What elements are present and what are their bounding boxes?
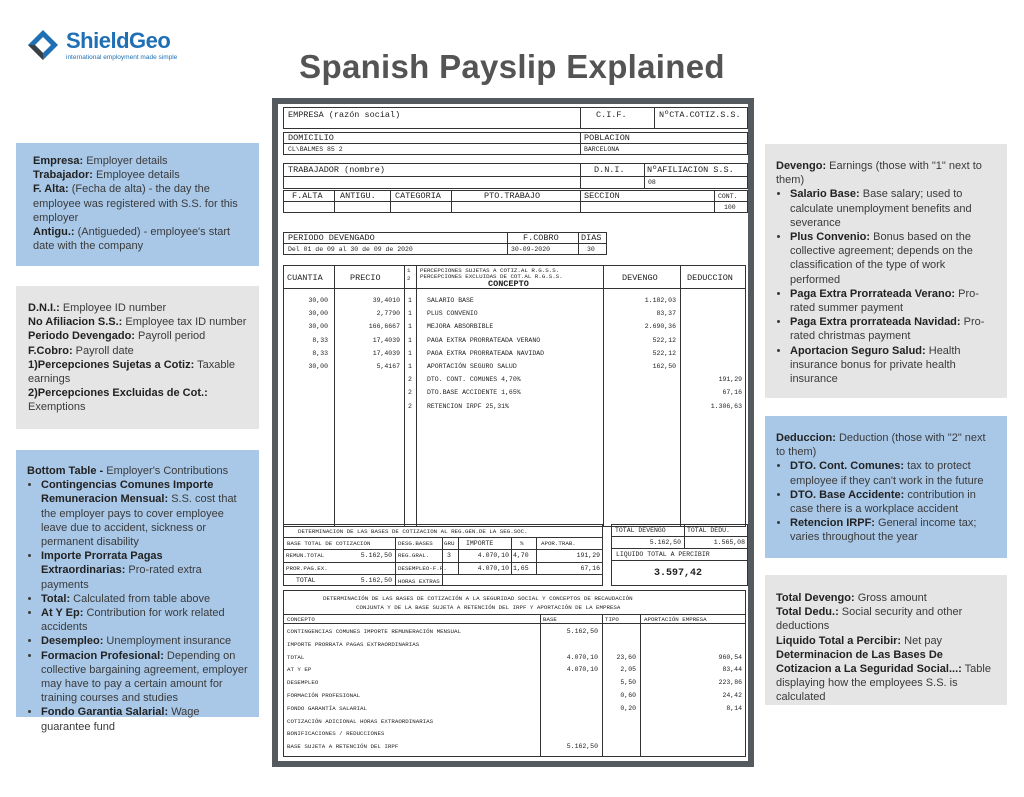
bottom-row-tipo: 5,50	[620, 679, 636, 687]
right-panel-totals	[765, 575, 1007, 705]
reg-gral-gru: 3	[447, 552, 451, 559]
row-concepto: APORTACIÓN SEGURO SALUD	[427, 363, 517, 370]
panel-heading-desc: Deduction (those with "2" next to them)	[776, 432, 986, 459]
precio-header: PRECIO	[350, 273, 381, 283]
reg-gral-apor: 191,29	[576, 552, 600, 559]
panel-desc: Calculated from table above	[70, 592, 211, 605]
row-cuantia: 30,00	[308, 310, 328, 318]
payslip-document	[278, 104, 748, 761]
pror-pag-label: PROR.PAG.EX.	[286, 565, 328, 572]
cont-label: CONT.	[718, 193, 738, 200]
remun-total-label: REMUN.TOTAL	[286, 552, 325, 559]
panel-term: Paga Extra Prorrateada Verano:	[790, 287, 956, 300]
ncta-label: NºCTA.COTIZ.S.S.	[659, 110, 741, 120]
gru-label: GRU	[444, 540, 455, 547]
base-total-label: BASE TOTAL DE COTIZACION	[287, 540, 371, 547]
panel-term: Plus Convenio:	[790, 231, 871, 244]
panel-term: Formacion Profesional:	[41, 649, 164, 662]
panel-line	[33, 154, 248, 168]
bottom-row-tipo: 0,60	[620, 692, 636, 699]
panel-line	[33, 225, 248, 253]
num-header-1: 1	[407, 267, 411, 274]
bottom-row-aport: 24,42	[722, 692, 742, 699]
bottom-row-aport: 8,14	[726, 704, 742, 712]
deduccion-header: DEDUCCION	[687, 273, 733, 283]
panel-desc: Payroll date	[72, 344, 134, 357]
panel-desc: Wage guarantee fund	[41, 706, 200, 733]
bottom-base-header: BASE	[543, 616, 557, 623]
row-cuantia: 8,33	[312, 336, 328, 344]
panel-bullet-item	[790, 344, 996, 387]
panel-bullet-list	[41, 478, 248, 734]
horas-extras-label: HORAS EXTRAS	[398, 578, 440, 585]
panel-line	[28, 344, 248, 358]
panel-line	[28, 386, 248, 414]
desempleo-pct: 1,65	[513, 565, 529, 572]
panel-heading	[776, 431, 996, 459]
panel-line	[28, 315, 248, 329]
total-dedu-label: TOTAL DEDU.	[687, 527, 730, 534]
panel-term: Total Devengo:	[776, 592, 855, 604]
bottom-row-concepto: DESEMPLEO	[287, 679, 319, 687]
bottom-row-concepto: AT Y EP	[287, 666, 312, 674]
bottom-row-concepto: FONDO GARANTÍA SALARIAL	[287, 704, 368, 712]
panel-bullet-item	[790, 187, 996, 230]
panel-bullet-item	[41, 549, 248, 592]
row-concepto: DTO.BASE ACCIDENTE 1,65%	[427, 389, 521, 397]
row-type-number: 2	[408, 402, 412, 410]
row-type-number: 1	[408, 363, 412, 370]
bottom-row-concepto: IMPORTE PRORRATA PAGAS EXTRAORDINARIAS	[287, 640, 420, 648]
bottom-row-concepto: FORMACIÓN PROFESIONAL	[287, 692, 361, 699]
bottom-title-2: CONJUNTA Y DE LA BASE SUJETA A RETENCIÓN DEL IRPF Y APORTACIÓN DE LA EMPRESA	[356, 604, 621, 611]
panel-desc: Contribution for work related accidents	[41, 607, 225, 634]
bottom-row-tipo: 0,20	[620, 704, 636, 712]
panel-desc: Unemployment insurance	[103, 635, 232, 648]
panel-heading-term: Bottom Table -	[27, 465, 104, 477]
payslip-frame	[272, 98, 754, 767]
row-precio: 39,4010	[372, 297, 400, 304]
categoria-label: CATEGORIA	[395, 191, 441, 201]
bottom-row-aport: 83,44	[722, 666, 742, 674]
panel-line	[776, 591, 996, 605]
panel-desc: Pro-rated extra payments	[41, 564, 202, 591]
liquido-label: LIQUIDO TOTAL A PERCIBIR	[616, 551, 710, 558]
panel-bullet-item	[790, 315, 996, 343]
row-devengo: 522,12	[652, 349, 676, 357]
nafil-value: 08	[648, 179, 656, 186]
dni-label: D.N.I.	[594, 165, 625, 175]
panel-desc: Social security and other deductions	[776, 606, 963, 633]
domicilio-label: DOMICILIO	[288, 133, 334, 143]
left-panel-employee	[16, 286, 259, 429]
panel-bullet-list	[790, 459, 996, 544]
row-type-number: 1	[408, 297, 412, 304]
panel-desc: Net pay	[901, 634, 943, 647]
panel-desc: Depending on collective bargaining agreement, employer may have to pay a certain amount for training courses and studies	[41, 649, 248, 705]
bottom-row-concepto: CONTINGENCIAS COMUNES IMPORTE REMUNERACIÓN MENSUAL	[287, 628, 461, 635]
num-header-2: 2	[407, 275, 411, 282]
row-devengo: 2.690,36	[644, 323, 676, 331]
panel-heading	[27, 464, 248, 478]
pto-trabajo-label: PTO.TRABAJO	[484, 191, 541, 201]
cif-label: C.I.F.	[596, 110, 627, 120]
total-devengo-value: 5.162,50	[649, 539, 681, 546]
bottom-concepto-header: CONCEPTO	[287, 616, 315, 623]
panel-term: Antigu.:	[33, 226, 75, 239]
panel-term: 1)Percepciones Sujetas a Cotiz:	[28, 358, 195, 371]
panel-desc: S.S. cost that the employer pays to cover employee leave due to accident, sickness or permanent disability	[41, 493, 237, 549]
panel-desc: Exemptions	[28, 401, 86, 414]
pct-label: %	[520, 540, 524, 547]
panel-line	[776, 648, 996, 705]
fcobro-label: F.COBRO	[523, 233, 559, 243]
panel-term: Contingencias Comunes Importe Remuneracion Mensual:	[41, 479, 214, 506]
row-concepto: SALARIO BASE	[427, 297, 474, 304]
row-type-number: 1	[408, 310, 412, 318]
bottom-row-base: 4.070,10	[566, 666, 598, 674]
panel-desc: tax to protect employee if they can't work in the future	[790, 460, 984, 487]
empresa-label: EMPRESA (razón social)	[288, 110, 401, 120]
row-devengo: 1.182,03	[644, 297, 676, 304]
panel-term: Total Dedu.:	[776, 606, 839, 619]
row-precio: 17,4039	[372, 336, 400, 344]
panel-term: Determinacion de Las Bases De Cotizacion a La Seguridad Social...:	[776, 648, 962, 676]
panel-term: At Y Ep:	[41, 607, 84, 620]
panel-desc: Employee details	[92, 169, 180, 182]
reg-gral-importe: 4.070,10	[477, 552, 509, 559]
bottom-row-base: 4.070,10	[566, 653, 598, 661]
panel-desc: Pro-rated christmas payment	[790, 316, 985, 343]
row-concepto: PLUS CONVENIO	[427, 310, 478, 318]
row-concepto: PAGA EXTRA PRORRATEADA NAVIDAD	[427, 349, 545, 357]
bottom-row-concepto: BASE SUJETA A RETENCIÓN DEL IRPF	[287, 743, 399, 751]
panel-term: Importe Prorrata Pagas Extraordinarias:	[41, 550, 163, 577]
poblacion-value: BARCELONA	[584, 146, 620, 153]
panel-bullet-item	[41, 634, 248, 648]
dias-value: 30	[587, 246, 595, 253]
left-panel-employer	[16, 143, 259, 266]
panel-desc: Pro-rated summer payment	[790, 287, 979, 315]
panel-desc: Base salary; used to calculate unemployment benefits and severance	[790, 188, 972, 229]
bottom-row-aport: 223,86	[718, 679, 742, 687]
panel-line	[776, 605, 996, 633]
reg-gral-pct: 4,70	[513, 552, 529, 559]
panel-line	[28, 358, 248, 386]
concepto-header: CONCEPTO	[488, 279, 529, 289]
apor-trab-label: APOR.TRAB.	[541, 540, 576, 547]
row-type-number: 2	[408, 389, 412, 397]
row-deduccion: 67,16	[722, 389, 742, 397]
bottom-row-base: 5.162,50	[566, 628, 598, 635]
remun-total-value: 5.162,50	[360, 552, 392, 559]
desempleo-apor: 67,16	[580, 565, 600, 572]
panel-line	[33, 168, 248, 182]
trabajador-label: TRABAJADOR (nombre)	[288, 165, 385, 175]
panel-desc: Bonus based on the collective agreement; depends on the classification of the type of work performed	[790, 231, 973, 286]
bottom-row-concepto: TOTAL	[287, 653, 305, 661]
row-precio: 166,6667	[368, 323, 400, 331]
panel-bullet-item	[41, 705, 248, 733]
poblacion-label: POBLACION	[584, 133, 630, 143]
bottom-tipo-header: TIPO	[605, 616, 619, 623]
row-concepto: PAGA EXTRA PRORRATEADA VERANO	[427, 336, 541, 344]
panel-desc: General income tax; varies throughout the year	[790, 517, 977, 544]
percep-excluidas-header: PERCEPCIONES EXCLUIDAS DE COT.AL R.G.S.S.	[420, 273, 563, 280]
right-panel-deduccion	[765, 416, 1007, 558]
bottom-row-concepto: BONIFICACIONES / REDUCCIONES	[287, 730, 385, 738]
panel-desc: Employee tax ID number	[122, 316, 247, 329]
panel-term: Empresa:	[33, 155, 84, 167]
bottom-row-concepto: COTIZACIÓN ADICIONAL HORAS EXTRAORDINARIAS	[287, 717, 434, 725]
det-total-value: 5.162,50	[360, 577, 392, 584]
bottom-row-tipo: 2,05	[620, 666, 636, 674]
row-devengo: 83,37	[656, 310, 676, 318]
det-title: DETERMINACION DE LAS BASES DE COTIZACION AL REG.GEN.DE LA SEG.SOC.	[298, 528, 528, 535]
bottom-row-base: 5.162,50	[566, 743, 598, 751]
falta-label: F.ALTA	[292, 191, 323, 201]
panel-term: Total:	[41, 592, 71, 605]
row-type-number: 1	[408, 336, 412, 344]
page-title: Spanish Payslip Explained	[299, 48, 725, 85]
panel-term: DTO. Cont. Comunes:	[790, 460, 905, 473]
panel-desc: Table displaying how the employees S.S. is calculated	[776, 663, 991, 704]
liquido-value: 3.597,42	[654, 568, 703, 579]
desempleo-importe: 4.070,10	[477, 565, 509, 572]
panel-desc: Health insurance bonus for private health insurance	[790, 344, 961, 386]
panel-bullet-item	[790, 459, 996, 487]
total-dedu-value: 1.565,08	[713, 539, 745, 546]
row-devengo: 162,50	[652, 363, 676, 370]
panel-desc: Employee ID number	[59, 302, 167, 314]
importe-label: IMPORTE	[466, 540, 494, 547]
row-concepto: RETENCION IRPF 25,31%	[427, 402, 509, 410]
bottom-row-tipo: 23,60	[616, 653, 636, 661]
row-type-number: 2	[408, 376, 412, 384]
panel-desc: (Fecha de alta) - the day the employee was registered with S.S. for this employer	[33, 183, 238, 224]
row-type-number: 1	[408, 323, 412, 331]
bottom-row-aport: 960,54	[718, 653, 742, 661]
panel-bullet-item	[790, 287, 996, 315]
row-devengo: 522,12	[652, 336, 676, 344]
seccion-label: SECCION	[584, 191, 620, 201]
panel-bullet-item	[790, 516, 996, 544]
panel-term: Liquido Total a Percibir:	[776, 634, 902, 647]
antigu-label: ANTIGU.	[340, 191, 376, 201]
row-cuantia: 8,33	[312, 349, 328, 357]
logo-tagline: international employment made simple	[66, 54, 178, 61]
reg-gral-label: REG.GRAL.	[398, 552, 430, 559]
row-precio: 2,7790	[376, 310, 400, 318]
bottom-aport-header: APORTACIÓN EMPRESA	[644, 616, 707, 623]
panel-term: Retencion IRPF:	[790, 517, 875, 530]
row-deduccion: 191,29	[718, 376, 742, 384]
desg-bases-label: DESG.BASES	[398, 540, 433, 547]
right-panel-devengo	[765, 144, 1007, 398]
panel-line	[776, 634, 996, 648]
panel-line	[28, 329, 248, 343]
panel-term: DTO. Base Accidente:	[790, 488, 905, 501]
panel-bullet-item	[41, 592, 248, 606]
panel-term: Fondo Garantia Salarial:	[41, 706, 169, 719]
total-devengo-label: TOTAL DEVENGO	[615, 527, 666, 534]
periodo-label: PERIODO DEVENGADO	[288, 233, 375, 243]
panel-term: Salario Base:	[790, 188, 860, 201]
panel-heading-term: Devengo:	[776, 160, 827, 172]
panel-line	[28, 301, 248, 315]
panel-desc: Taxable earnings	[28, 358, 236, 386]
row-cuantia: 30,00	[308, 323, 328, 331]
panel-bullet-item	[41, 606, 248, 634]
bottom-title-1: DETERMINACIÓN DE LAS BASES DE COTIZACIÓN A LA SEGURIDAD SOCIAL Y CONCEPTOS DE RECAUDACIÓN	[323, 595, 633, 602]
periodo-value: Del 01 de 09 al 30 de 09 de 2020	[288, 246, 413, 253]
cuantia-header: CUANTIA	[287, 273, 323, 283]
panel-desc: (Antigueded) - employee's start date with the company	[33, 226, 231, 253]
panel-term: Desempleo:	[41, 635, 104, 648]
det-total-label: TOTAL	[296, 577, 316, 584]
panel-desc: Employer details	[83, 155, 168, 167]
row-precio: 5,4167	[376, 363, 400, 370]
logo-name: ShieldGeo	[66, 28, 171, 53]
panel-bullet-list	[790, 187, 996, 386]
panel-term: Paga Extra prorrateada Navidad:	[790, 316, 961, 329]
panel-line	[33, 182, 248, 225]
percep-sujetas-header: PERCEPCIONES SUJETAS A COTIZ.AL R.G.S.S.	[420, 267, 560, 274]
nafil-label: NºAFILIACION S.S.	[647, 165, 734, 175]
row-precio: 17,4039	[372, 349, 400, 357]
panel-heading-desc: Earnings (those with "1" next to them)	[776, 160, 982, 187]
panel-bullet-item	[41, 478, 248, 549]
panel-heading-term: Deduccion:	[776, 432, 836, 444]
row-deduccion: 1.306,63	[710, 402, 742, 410]
row-cuantia: 30,00	[308, 297, 328, 304]
panel-term: 2)Percepciones Excluidas de Cot.:	[28, 387, 208, 400]
row-concepto: MEJORA ABSORBIBLE	[427, 323, 494, 331]
panel-bullet-item	[790, 488, 996, 516]
panel-term: D.N.I.:	[28, 302, 60, 314]
panel-term: Aportacion Seguro Salud:	[790, 344, 926, 357]
devengo-header: DEVENGO	[622, 273, 658, 283]
panel-desc: Gross amount	[854, 592, 927, 604]
row-concepto: DTO. CONT. COMUNES 4,70%	[427, 376, 521, 384]
fcobro-value: 30-09-2020	[511, 246, 551, 253]
panel-heading-desc: Employer's Contributions	[103, 465, 229, 477]
dias-label: DIAS	[581, 233, 602, 243]
row-cuantia: 30,00	[308, 363, 328, 370]
panel-term: F.Cobro:	[28, 344, 73, 357]
panel-bullet-item	[790, 230, 996, 287]
panel-term: No Afiliacion S.S.:	[28, 316, 123, 329]
panel-heading	[776, 159, 996, 187]
panel-desc: Payroll period	[134, 330, 206, 343]
cont-value: 100	[724, 204, 736, 211]
panel-term: F. Alta:	[33, 183, 69, 196]
panel-term: Periodo Devengado:	[28, 330, 135, 343]
panel-term: Trabajador:	[33, 169, 93, 182]
domicilio-value: CL\BALMES 85 2	[288, 146, 343, 153]
panel-desc: contribution in case there is a workplace accident	[790, 488, 976, 516]
left-panel-contributions	[16, 450, 259, 733]
panel-bullet-item	[41, 649, 248, 706]
row-type-number: 1	[408, 349, 412, 357]
desempleo-fp-label: DESEMPLEO-F.P.	[398, 565, 447, 572]
